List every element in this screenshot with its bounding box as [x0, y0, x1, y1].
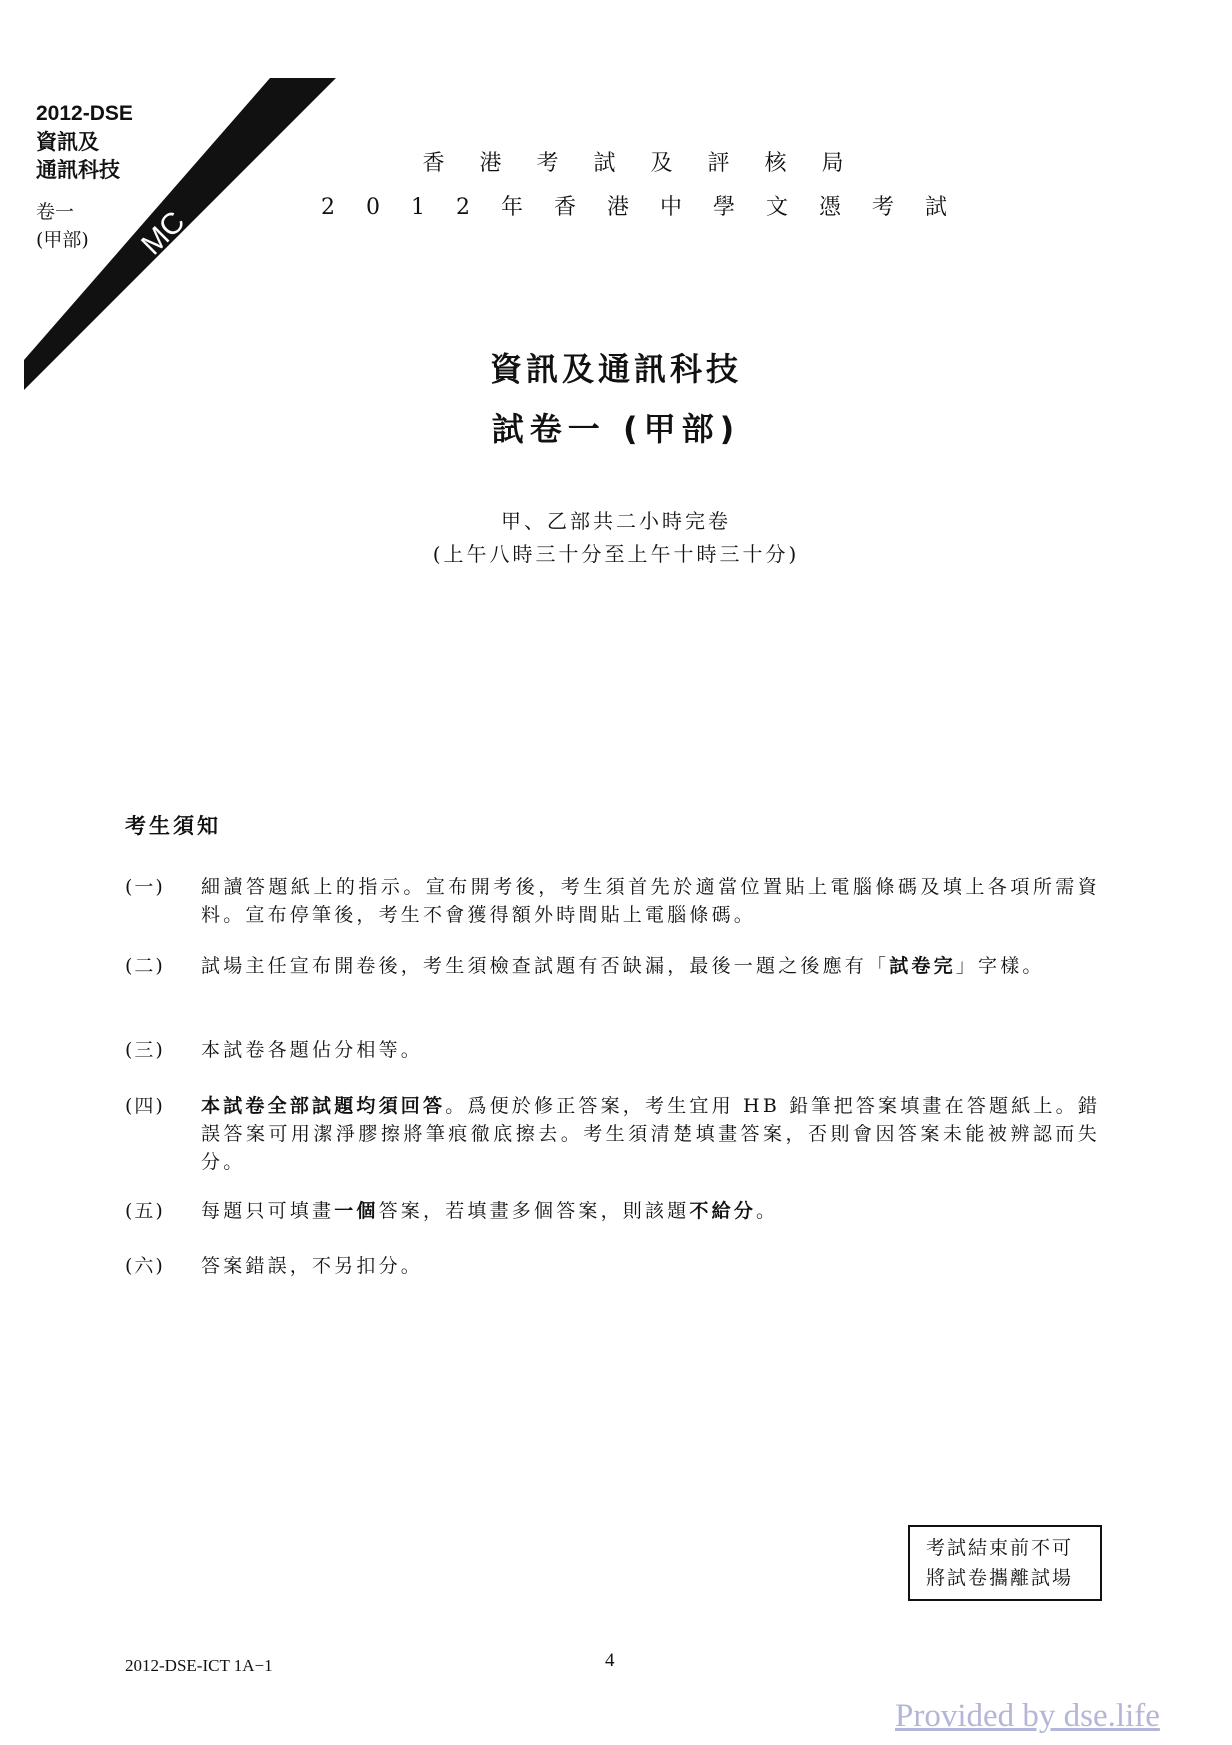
instruction-text-part: 。 [756, 1200, 779, 1222]
instruction-item-2 [125, 952, 1100, 980]
instruction-number: (三) [125, 1039, 165, 1061]
instruction-bold-text: 試卷完 [889, 955, 956, 977]
instruction-text-part: 答案，若填畫多個答案，則該題 [378, 1200, 690, 1222]
instruction-text [201, 1197, 1100, 1225]
subject-line-2: 通訊科技 [36, 158, 120, 182]
duration-line-1: 甲、乙部共二小時完卷 [501, 509, 731, 533]
instruction-item-5 [125, 1197, 1100, 1225]
mc-label: MC [135, 205, 192, 262]
instruction-text: 本試卷各題佔分相等。 [201, 1039, 424, 1061]
instruction-bold-text: 不給分 [689, 1200, 757, 1222]
instruction-number: (四) [125, 1095, 165, 1117]
watermark: Provided by dse.life [895, 1698, 1160, 1734]
instruction-number: (五) [125, 1200, 165, 1222]
instruction-bold-text: 本試卷全部試題均須回答 [201, 1095, 446, 1117]
instruction-number: (六) [125, 1255, 165, 1277]
instruction-number: (一) [125, 876, 165, 898]
instruction-bold-text: 一個 [334, 1200, 379, 1222]
instruction-text [201, 952, 1100, 980]
instruction-item-1 [125, 873, 1100, 929]
instruction-item-4 [125, 1092, 1100, 1176]
instruction-item-3 [125, 1036, 1100, 1064]
page-number: 4 [605, 1650, 615, 1671]
instruction-number: (二) [125, 955, 165, 977]
instruction-text-part: 」字樣。 [955, 955, 1045, 977]
instructions-heading: 考生須知 [125, 814, 221, 838]
instruction-text [201, 1092, 1100, 1176]
instruction-text: 細讀答題紙上的指示。宣布開考後，考生須首先於適當位置貼上電腦條碼及填上各項所需資料。宣布停筆後，考生不會獲得額外時間貼上電腦條碼。 [201, 876, 1100, 926]
instruction-text-part: 。爲便於修正答案，考生宜用 HB 鉛筆把答案填畫在答題紙上。錯誤答案可用潔淨膠擦將筆痕徹底擦去。考生須清楚填畫答案，否則會因答案未能被辨認而失分。 [201, 1095, 1101, 1173]
exam-code: 2012-DSE [36, 102, 133, 125]
subject-title: 資訊及通訊科技 [489, 350, 742, 388]
subject-line-1: 資訊及 [36, 130, 99, 154]
paper-line-1: 卷一 [36, 201, 75, 223]
notice-line-1: 考試結束前不可 [926, 1537, 1074, 1559]
instruction-text-part: 試場主任宣布開卷後，考生須檢查試題有否缺漏，最後一題之後應有「 [201, 955, 890, 977]
notice-line-2: 將試卷攜離試場 [926, 1567, 1074, 1589]
exam-name: 2 0 1 2 年 香 港 中 學 文 憑 考 試 [321, 195, 959, 220]
paper-title: 試卷一 (甲部) [491, 410, 741, 448]
instruction-text-part: 每題只可填畫 [201, 1200, 335, 1222]
authority-name: 香 港 考 試 及 評 核 局 [422, 151, 858, 176]
paper-line-2: (甲部) [36, 229, 89, 251]
paper-code: 2012-DSE-ICT 1A−1 [125, 1656, 273, 1675]
instruction-item-6 [125, 1252, 1100, 1280]
duration-line-2: (上午八時三十分至上午十時三十分) [432, 542, 800, 566]
notice-box [908, 1525, 1102, 1601]
instruction-text: 答案錯誤，不另扣分。 [201, 1255, 424, 1277]
